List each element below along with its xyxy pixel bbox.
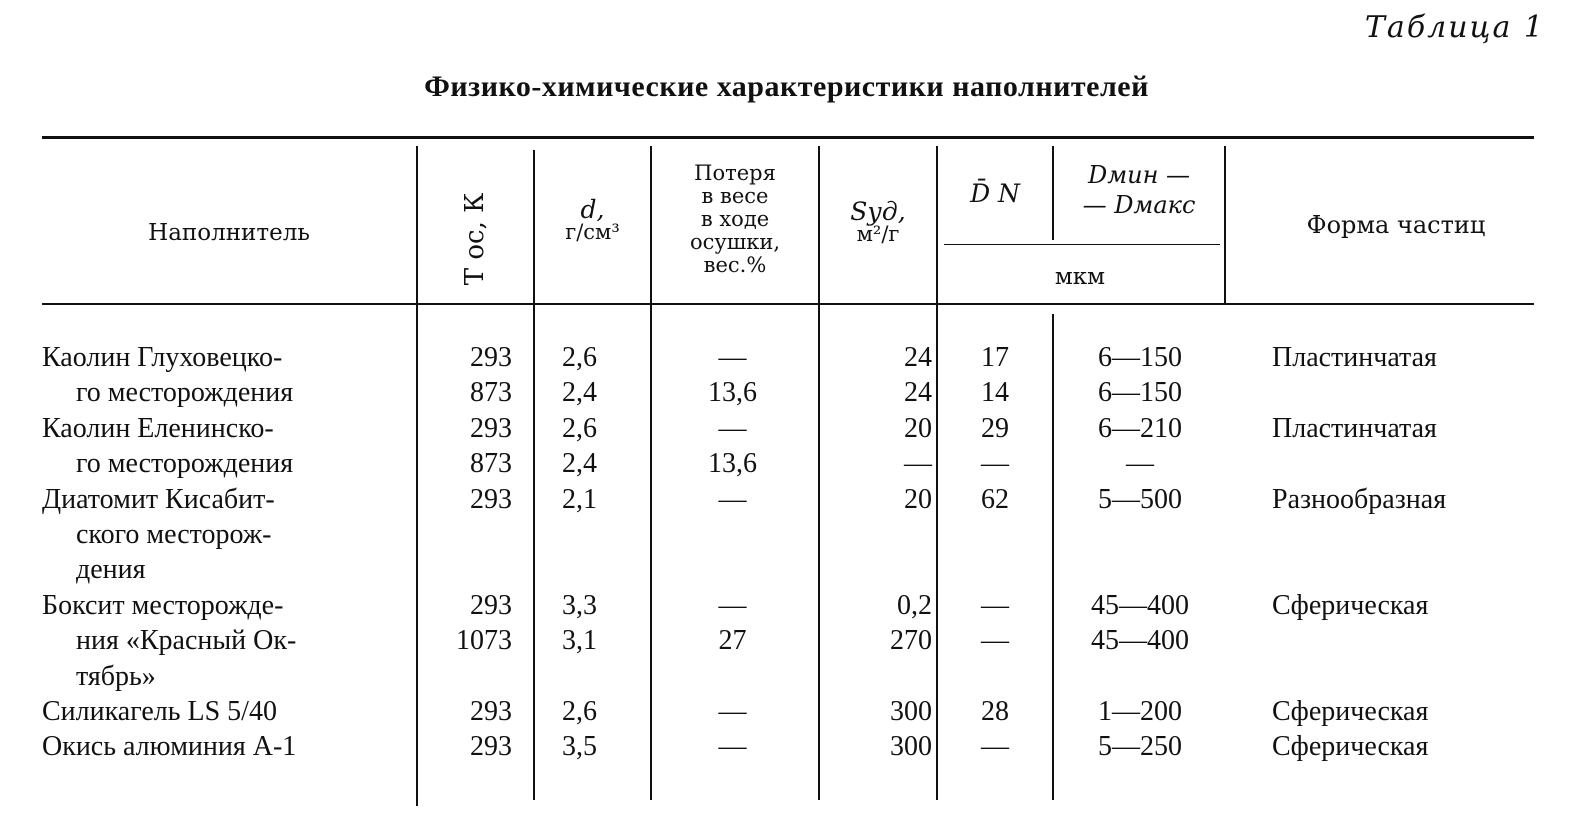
row-surface: 20 <box>904 483 932 515</box>
row-loss: — <box>718 589 747 621</box>
row-dn: 28 <box>981 696 1009 727</box>
row-range: 5—250 <box>1098 731 1182 763</box>
header-surface <box>820 197 936 246</box>
row-shape: Сферическая <box>1272 589 1429 621</box>
row-surface: 0,2 <box>897 589 932 621</box>
table-row <box>0 341 1573 375</box>
table-row <box>0 695 1573 729</box>
row-surface: 24 <box>904 377 932 409</box>
row-loss: — <box>718 696 747 727</box>
header-loss-line2: в весе <box>701 184 769 208</box>
header-loss-line4: осушки, <box>689 230 781 254</box>
row-temp: 293 <box>470 342 512 373</box>
row-range: 6—210 <box>1098 412 1182 444</box>
row-range: 45—400 <box>1091 625 1189 657</box>
row-temp: 293 <box>470 589 512 621</box>
row-temp: 1073 <box>456 625 512 657</box>
row-range: 45—400 <box>1091 589 1189 621</box>
row-name: ского месторож- <box>76 519 272 550</box>
row-loss: 13,6 <box>708 448 757 480</box>
header-loss-line3: в ходе <box>700 207 770 231</box>
row-shape: Сферическая <box>1272 731 1429 763</box>
row-surface: — <box>904 448 932 480</box>
header-loss-line1: Потеря <box>694 161 776 185</box>
row-shape: Разнообразная <box>1272 483 1447 515</box>
row-temp: 293 <box>470 696 512 727</box>
row-surface: 300 <box>890 731 932 763</box>
row-surface: 300 <box>890 696 932 727</box>
row-temp: 293 <box>470 731 512 763</box>
header-density-symbol: d, <box>580 195 605 224</box>
row-name: Каолин Глуховецко- <box>42 342 283 373</box>
header-range <box>1054 160 1224 220</box>
row-density: 2,6 <box>562 342 597 373</box>
row-density: 3,3 <box>562 589 597 621</box>
header-shape: Форма частиц <box>1306 211 1486 239</box>
row-range: 6—150 <box>1098 342 1182 373</box>
row-name: тябрь» <box>76 660 156 692</box>
row-dn: 14 <box>981 377 1009 409</box>
header-temp: Т ос, К <box>460 192 490 286</box>
row-name: дения <box>76 554 146 586</box>
row-temp: 873 <box>470 448 512 480</box>
row-name: Силикагель LS 5/40 <box>42 696 277 727</box>
header-dn: D̄ N <box>970 179 1020 208</box>
row-range: 1—200 <box>1098 696 1182 727</box>
row-range: — <box>1126 448 1154 480</box>
row-loss: 27 <box>718 625 747 657</box>
row-density: 2,4 <box>562 448 597 480</box>
row-shape: Пластинчатая <box>1272 342 1437 373</box>
row-loss: — <box>718 412 747 444</box>
row-shape: Сферическая <box>1272 696 1429 727</box>
row-name: Окись алюминия А-1 <box>42 731 297 763</box>
row-density: 2,6 <box>562 412 597 444</box>
table-row <box>0 660 1573 694</box>
row-loss: — <box>718 731 747 763</box>
row-shape: Пластинчатая <box>1272 412 1437 444</box>
row-temp: 293 <box>470 483 512 515</box>
row-name: го месторождения <box>76 448 294 480</box>
row-density: 3,5 <box>562 731 597 763</box>
table-title: Физико-химические характеристики наполнителей <box>424 70 1149 103</box>
header-surface-unit: м²/г <box>856 222 900 246</box>
unit-rule <box>944 244 1220 245</box>
header-unit: мкм <box>1054 264 1106 290</box>
row-dn: — <box>981 589 1009 621</box>
row-density: 2,4 <box>562 377 597 409</box>
row-dn: — <box>981 448 1009 480</box>
row-range: 5—500 <box>1098 483 1182 515</box>
row-dn: 17 <box>981 342 1009 373</box>
table-row <box>0 412 1573 446</box>
header-density <box>535 195 650 244</box>
row-dn: 29 <box>981 412 1009 444</box>
row-name: го месторождения <box>76 377 294 409</box>
header-bottom-rule <box>42 303 1534 305</box>
table-row <box>0 518 1573 552</box>
table-row <box>0 589 1573 623</box>
header-loss-line5: вес.% <box>703 253 767 277</box>
row-loss: — <box>718 483 747 515</box>
header-range-line1: Dмин — <box>1087 161 1191 189</box>
header-range-line2: — Dмакс <box>1082 191 1196 219</box>
row-range: 6—150 <box>1098 377 1182 409</box>
row-name: Диатомит Кисабит- <box>42 483 275 515</box>
table-row <box>0 730 1573 764</box>
row-name: Каолин Еленинско- <box>42 412 274 444</box>
row-loss: 13,6 <box>708 377 757 409</box>
row-temp: 873 <box>470 377 512 409</box>
table-row <box>0 483 1573 517</box>
table-row <box>0 447 1573 481</box>
row-temp: 293 <box>470 412 512 444</box>
row-surface: 270 <box>890 625 932 657</box>
row-dn: — <box>981 625 1009 657</box>
table-row <box>0 376 1573 410</box>
table-row <box>0 553 1573 587</box>
row-loss: — <box>718 342 747 373</box>
header-loss <box>652 162 818 277</box>
row-surface: 24 <box>904 342 932 373</box>
table-number: Таблица 1 <box>1364 10 1545 45</box>
row-name: Боксит месторожде- <box>42 589 284 621</box>
row-density: 2,6 <box>562 696 597 727</box>
header-surface-symbol: Sуд, <box>850 197 906 226</box>
header-filler: Наполнитель <box>148 220 310 246</box>
row-name: ния «Красный Ок- <box>76 625 297 657</box>
header-density-unit: г/см³ <box>565 220 620 244</box>
row-surface: 20 <box>904 412 932 444</box>
row-density: 3,1 <box>562 625 597 657</box>
top-rule <box>42 136 1534 139</box>
row-dn: 62 <box>981 483 1009 515</box>
row-density: 2,1 <box>562 483 597 515</box>
row-dn: — <box>981 731 1009 763</box>
table-row <box>0 624 1573 658</box>
